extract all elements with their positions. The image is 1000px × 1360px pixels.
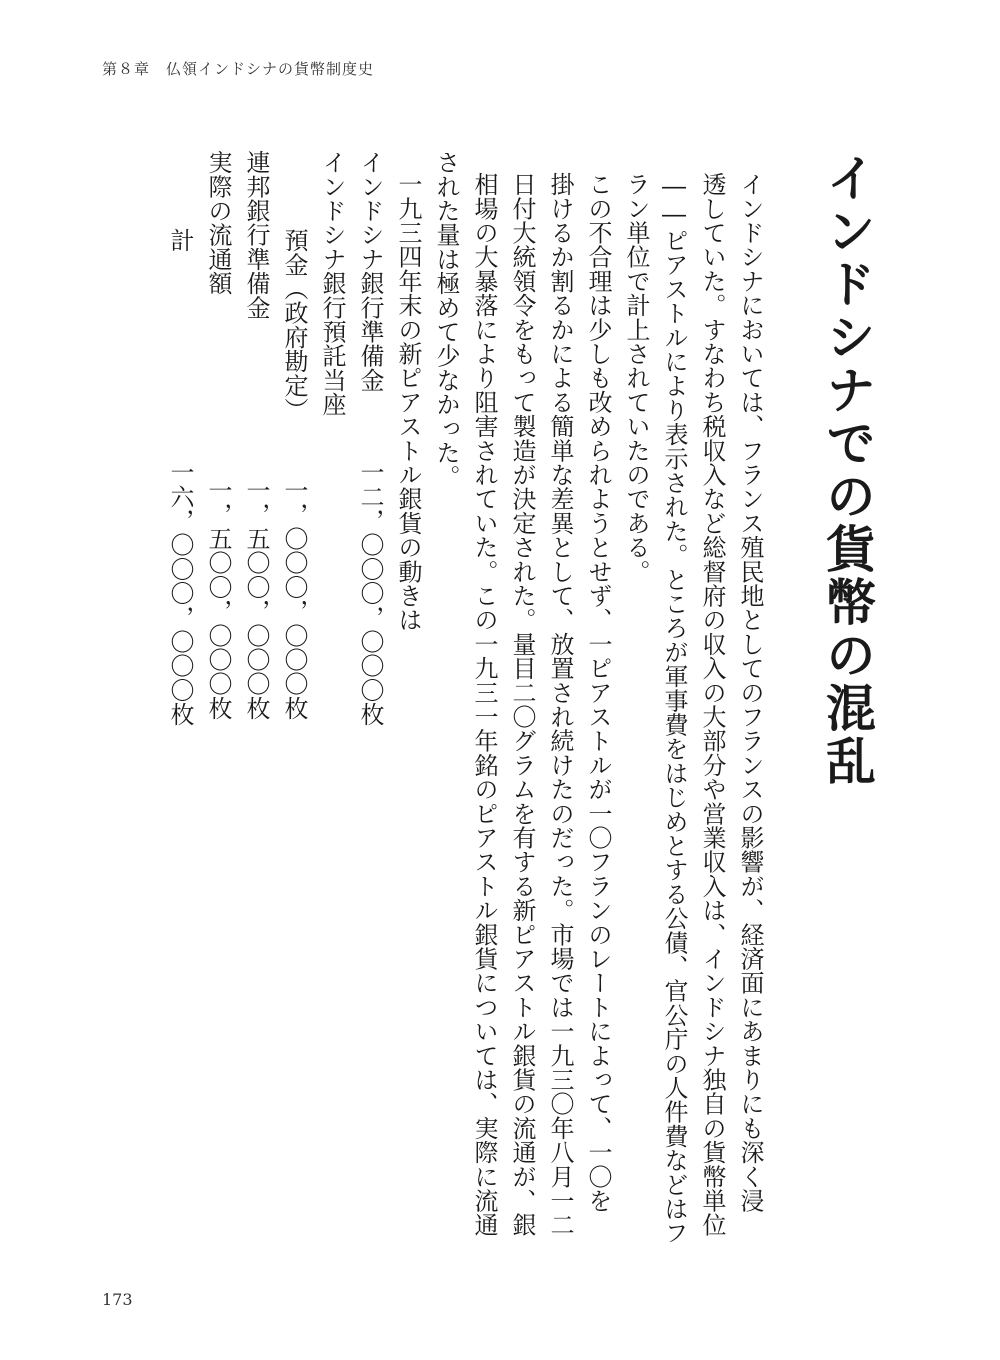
body-column: 相場の大暴落により阻害されていた。この一九三一年銘のピアストル銀貨については、実際に流通: [470, 172, 498, 1237]
ledger-value: 一二，〇〇〇，〇〇〇枚: [356, 460, 384, 727]
section-heading: インドシナでの貨幣の混乱: [818, 152, 876, 788]
ledger-label: 実際の流通額: [204, 150, 232, 296]
body-column: 日付大統領令をもって製造が決定された。量目二〇グラムを有する新ピアストル銀貨の流通が、銀: [508, 172, 536, 1237]
ledger-label: 預金（政府勘定）: [280, 228, 308, 422]
body-column: 透していた。すなわち税収入など総督府の収入の大部分や営業収入は、インドシナ独自の貨幣単位: [698, 172, 726, 1237]
body-column: された量は極めて少なかった。: [432, 150, 460, 489]
body-column: この不合理は少しも改められようとせず、一ピアストルが一〇フランのレートによって、一〇を: [584, 172, 612, 1213]
running-head: 第８章 仏領インドシナの貨幣制度史: [102, 60, 375, 78]
body-column: 一九三四年末の新ピアストル銀貨の動きは: [394, 172, 422, 632]
ledger-label: 連邦銀行準備金: [242, 150, 270, 320]
body-column: 掛けるか割るかによる簡単な差異として、放置され続けたのだった。市場では一九三〇年八月一二: [546, 172, 574, 1237]
ledger-value: 一，五〇〇，〇〇〇枚: [204, 478, 232, 720]
ledger-label: インドシナ銀行預託当座: [318, 150, 346, 417]
ledger-total-value: 一六，〇〇〇，〇〇〇枚: [166, 460, 194, 727]
body-column: インドシナにおいては、フランス殖民地としてのフランスの影響が、経済面にあまりにも深く浸: [736, 172, 764, 1213]
ledger-total-label: 計: [166, 228, 194, 253]
ledger-value: 一，五〇〇，〇〇〇枚: [242, 478, 270, 720]
ledger-label: インドシナ銀行準備金: [356, 150, 384, 392]
ledger-value: 一，〇〇〇，〇〇〇枚: [280, 478, 308, 720]
page-number: 173: [102, 1290, 133, 1309]
body-column: ――ピアストルにより表示された。ところが軍事費をはじめとする公債、官公庁の人件費などはフ: [660, 172, 688, 1245]
body-column: ラン単位で計上されていたのである。: [622, 172, 650, 584]
